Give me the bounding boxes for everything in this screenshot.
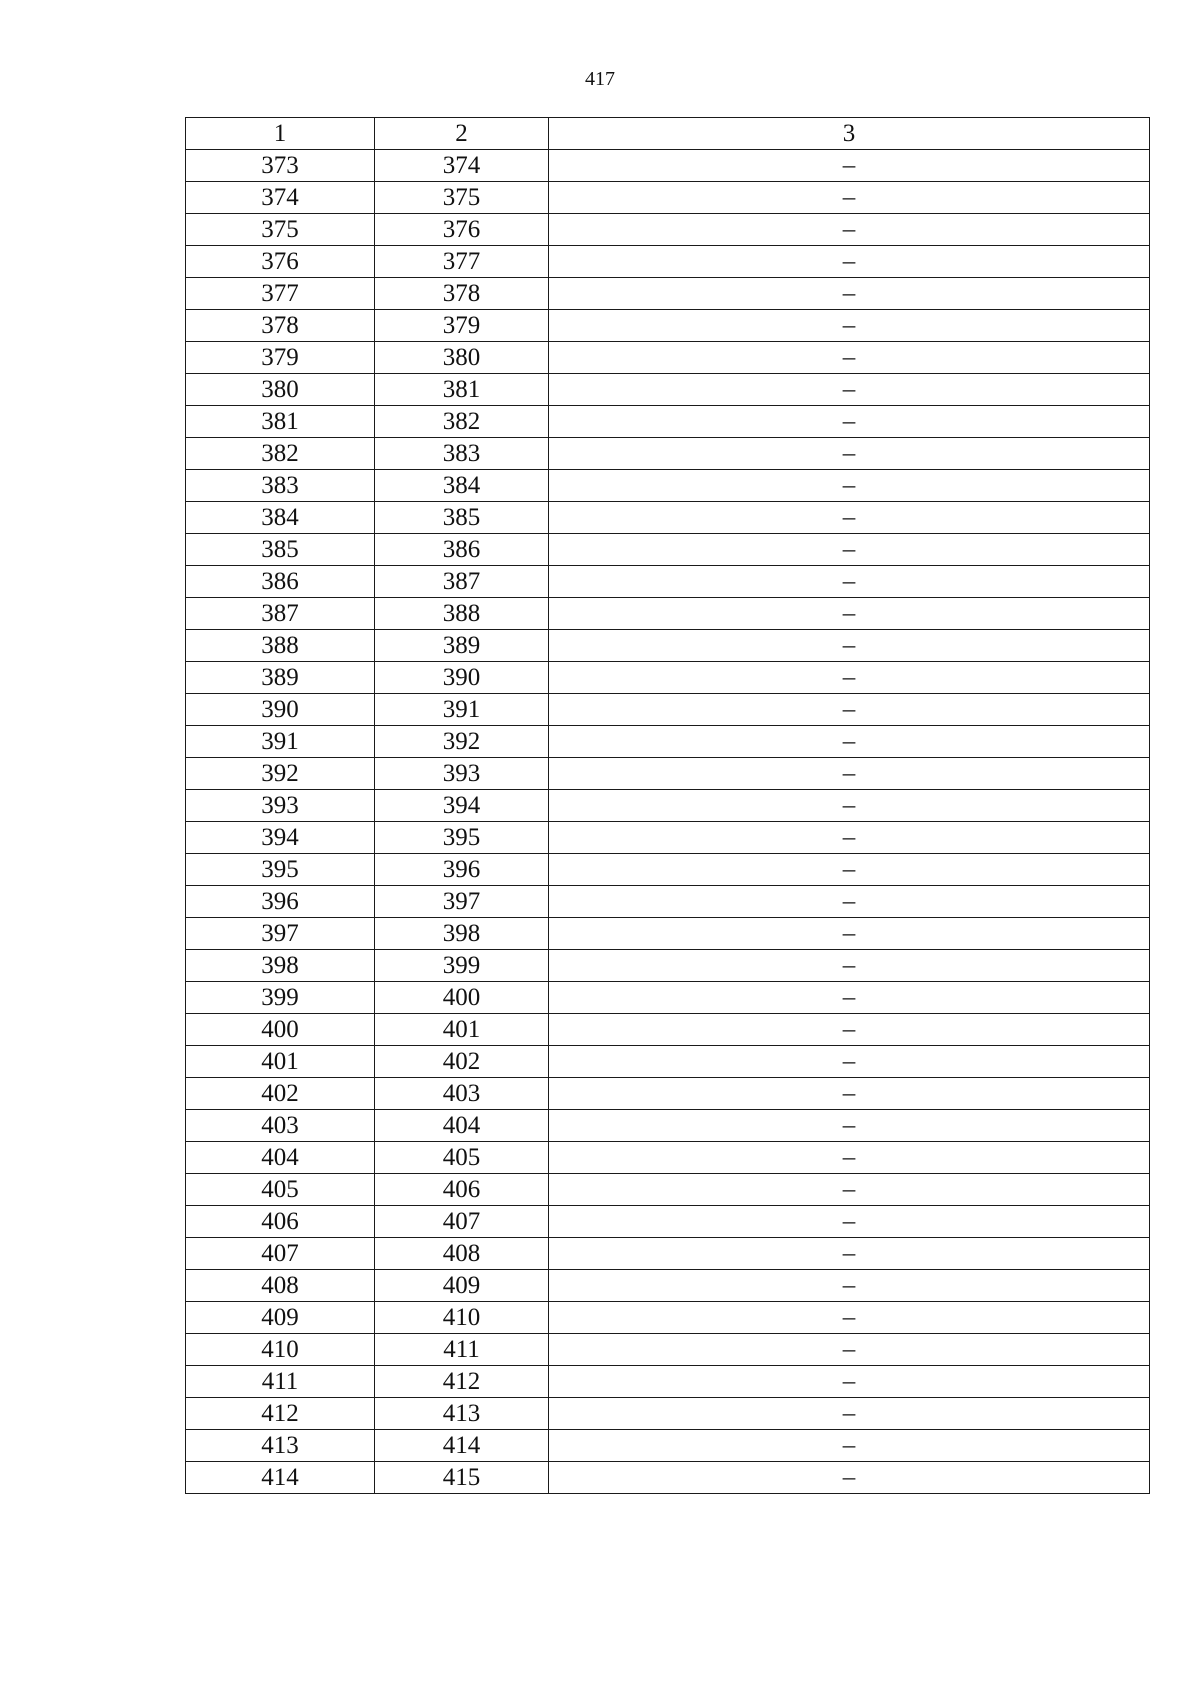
table-cell: –	[549, 342, 1150, 374]
table-cell: 397	[375, 886, 549, 918]
table-cell: 374	[375, 150, 549, 182]
table-cell: –	[549, 1110, 1150, 1142]
table-cell: –	[549, 566, 1150, 598]
table-row	[186, 406, 1150, 438]
table-cell: 404	[186, 1142, 375, 1174]
data-table	[185, 117, 1150, 1494]
table-row	[186, 1142, 1150, 1174]
table-row	[186, 1398, 1150, 1430]
table-cell: 383	[186, 470, 375, 502]
table-cell: –	[549, 662, 1150, 694]
table-cell: –	[549, 214, 1150, 246]
table-cell: 400	[186, 1014, 375, 1046]
table-row	[186, 246, 1150, 278]
table-cell: 381	[375, 374, 549, 406]
table-cell: –	[549, 1366, 1150, 1398]
table-cell: 409	[186, 1302, 375, 1334]
table-row	[186, 886, 1150, 918]
table-row	[186, 438, 1150, 470]
table-cell: –	[549, 1398, 1150, 1430]
table-cell: 401	[186, 1046, 375, 1078]
table-header-row	[186, 118, 1150, 150]
table-cell: 411	[186, 1366, 375, 1398]
table-cell: 397	[186, 918, 375, 950]
table-row	[186, 854, 1150, 886]
table-cell: –	[549, 1046, 1150, 1078]
table-cell: –	[549, 182, 1150, 214]
table-row	[186, 1302, 1150, 1334]
table-cell: 398	[375, 918, 549, 950]
table-cell: 396	[186, 886, 375, 918]
table-cell: –	[549, 1142, 1150, 1174]
table-cell: 399	[186, 982, 375, 1014]
table-cell: 395	[186, 854, 375, 886]
table-cell: 414	[375, 1430, 549, 1462]
table-row	[186, 822, 1150, 854]
table-cell: –	[549, 1462, 1150, 1494]
table-cell: 412	[375, 1366, 549, 1398]
table-row	[186, 758, 1150, 790]
table-cell: 413	[375, 1398, 549, 1430]
table-cell: –	[549, 1334, 1150, 1366]
table-cell: –	[549, 790, 1150, 822]
table-cell: –	[549, 1238, 1150, 1270]
table-cell: 415	[375, 1462, 549, 1494]
table-row	[186, 950, 1150, 982]
table-cell: 388	[375, 598, 549, 630]
table-row	[186, 374, 1150, 406]
table-row	[186, 918, 1150, 950]
table-row	[186, 470, 1150, 502]
table-row	[186, 310, 1150, 342]
table-cell: 393	[375, 758, 549, 790]
table-cell: 395	[375, 822, 549, 854]
table-cell: –	[549, 726, 1150, 758]
table-row	[186, 1366, 1150, 1398]
table-row	[186, 726, 1150, 758]
table-cell: 408	[186, 1270, 375, 1302]
table-cell: 385	[186, 534, 375, 566]
table-cell: 379	[375, 310, 549, 342]
table-row	[186, 1078, 1150, 1110]
table-cell: 408	[375, 1238, 549, 1270]
table-cell: 410	[186, 1334, 375, 1366]
table-cell: –	[549, 406, 1150, 438]
table-cell: –	[549, 1270, 1150, 1302]
table-body	[186, 118, 1150, 1494]
table-cell: –	[549, 278, 1150, 310]
table-row	[186, 150, 1150, 182]
table-cell: 380	[186, 374, 375, 406]
column-header: 1	[186, 118, 375, 150]
table-cell: 387	[375, 566, 549, 598]
table-cell: –	[549, 1206, 1150, 1238]
table-cell: 381	[186, 406, 375, 438]
table-cell: 382	[375, 406, 549, 438]
table-row	[186, 982, 1150, 1014]
table-cell: –	[549, 1302, 1150, 1334]
table-cell: 392	[375, 726, 549, 758]
table-cell: 407	[186, 1238, 375, 1270]
table-cell: 405	[186, 1174, 375, 1206]
data-table-container	[185, 117, 1150, 1494]
table-row	[186, 502, 1150, 534]
table-cell: 403	[186, 1110, 375, 1142]
table-cell: 384	[186, 502, 375, 534]
table-cell: 391	[375, 694, 549, 726]
table-cell: 380	[375, 342, 549, 374]
table-cell: 391	[186, 726, 375, 758]
table-cell: 404	[375, 1110, 549, 1142]
table-cell: 394	[186, 822, 375, 854]
table-cell: 377	[186, 278, 375, 310]
table-cell: 378	[375, 278, 549, 310]
table-cell: 402	[375, 1046, 549, 1078]
table-row	[186, 1334, 1150, 1366]
table-cell: 405	[375, 1142, 549, 1174]
table-cell: –	[549, 1014, 1150, 1046]
table-cell: 403	[375, 1078, 549, 1110]
table-row	[186, 214, 1150, 246]
table-row	[186, 662, 1150, 694]
table-cell: –	[549, 470, 1150, 502]
table-cell: –	[549, 1174, 1150, 1206]
table-cell: –	[549, 630, 1150, 662]
table-cell: –	[549, 246, 1150, 278]
table-cell: 375	[375, 182, 549, 214]
table-cell: 414	[186, 1462, 375, 1494]
table-cell: 389	[186, 662, 375, 694]
table-cell: 389	[375, 630, 549, 662]
table-row	[186, 566, 1150, 598]
table-row	[186, 1014, 1150, 1046]
table-row	[186, 342, 1150, 374]
table-cell: –	[549, 310, 1150, 342]
table-cell: 378	[186, 310, 375, 342]
table-cell: 375	[186, 214, 375, 246]
table-cell: 400	[375, 982, 549, 1014]
table-cell: 392	[186, 758, 375, 790]
table-cell: 373	[186, 150, 375, 182]
table-cell: 413	[186, 1430, 375, 1462]
table-cell: –	[549, 822, 1150, 854]
table-cell: 388	[186, 630, 375, 662]
table-row	[186, 1462, 1150, 1494]
table-cell: –	[549, 982, 1150, 1014]
table-row	[186, 598, 1150, 630]
table-cell: 390	[186, 694, 375, 726]
table-cell: 386	[186, 566, 375, 598]
table-cell: 412	[186, 1398, 375, 1430]
table-cell: –	[549, 598, 1150, 630]
table-cell: 376	[186, 246, 375, 278]
column-header: 3	[549, 118, 1150, 150]
table-cell: 399	[375, 950, 549, 982]
table-cell: 396	[375, 854, 549, 886]
table-row	[186, 694, 1150, 726]
table-row	[186, 1110, 1150, 1142]
table-row	[186, 630, 1150, 662]
table-cell: –	[549, 918, 1150, 950]
table-cell: 393	[186, 790, 375, 822]
table-cell: 401	[375, 1014, 549, 1046]
table-cell: –	[549, 438, 1150, 470]
table-cell: –	[549, 150, 1150, 182]
table-row	[186, 1270, 1150, 1302]
table-cell: 407	[375, 1206, 549, 1238]
table-cell: –	[549, 758, 1150, 790]
table-cell: –	[549, 854, 1150, 886]
table-cell: –	[549, 534, 1150, 566]
table-row	[186, 1238, 1150, 1270]
table-cell: 409	[375, 1270, 549, 1302]
table-cell: –	[549, 886, 1150, 918]
table-row	[186, 790, 1150, 822]
table-row	[186, 1430, 1150, 1462]
table-cell: 379	[186, 342, 375, 374]
table-cell: 406	[186, 1206, 375, 1238]
table-cell: 376	[375, 214, 549, 246]
table-cell: 410	[375, 1302, 549, 1334]
table-cell: 406	[375, 1174, 549, 1206]
table-cell: 384	[375, 470, 549, 502]
page-number: 417	[585, 68, 615, 90]
table-cell: 394	[375, 790, 549, 822]
table-cell: 411	[375, 1334, 549, 1366]
table-cell: –	[549, 694, 1150, 726]
table-cell: 402	[186, 1078, 375, 1110]
table-row	[186, 534, 1150, 566]
table-cell: 383	[375, 438, 549, 470]
table-row	[186, 182, 1150, 214]
table-cell: –	[549, 1078, 1150, 1110]
table-cell: 398	[186, 950, 375, 982]
column-header: 2	[375, 118, 549, 150]
table-cell: 387	[186, 598, 375, 630]
table-cell: 390	[375, 662, 549, 694]
table-row	[186, 1174, 1150, 1206]
table-cell: –	[549, 374, 1150, 406]
table-row	[186, 278, 1150, 310]
table-row	[186, 1046, 1150, 1078]
table-cell: –	[549, 1430, 1150, 1462]
table-cell: 377	[375, 246, 549, 278]
table-cell: –	[549, 950, 1150, 982]
table-cell: –	[549, 502, 1150, 534]
table-cell: 382	[186, 438, 375, 470]
table-row	[186, 1206, 1150, 1238]
table-cell: 385	[375, 502, 549, 534]
table-cell: 386	[375, 534, 549, 566]
table-cell: 374	[186, 182, 375, 214]
